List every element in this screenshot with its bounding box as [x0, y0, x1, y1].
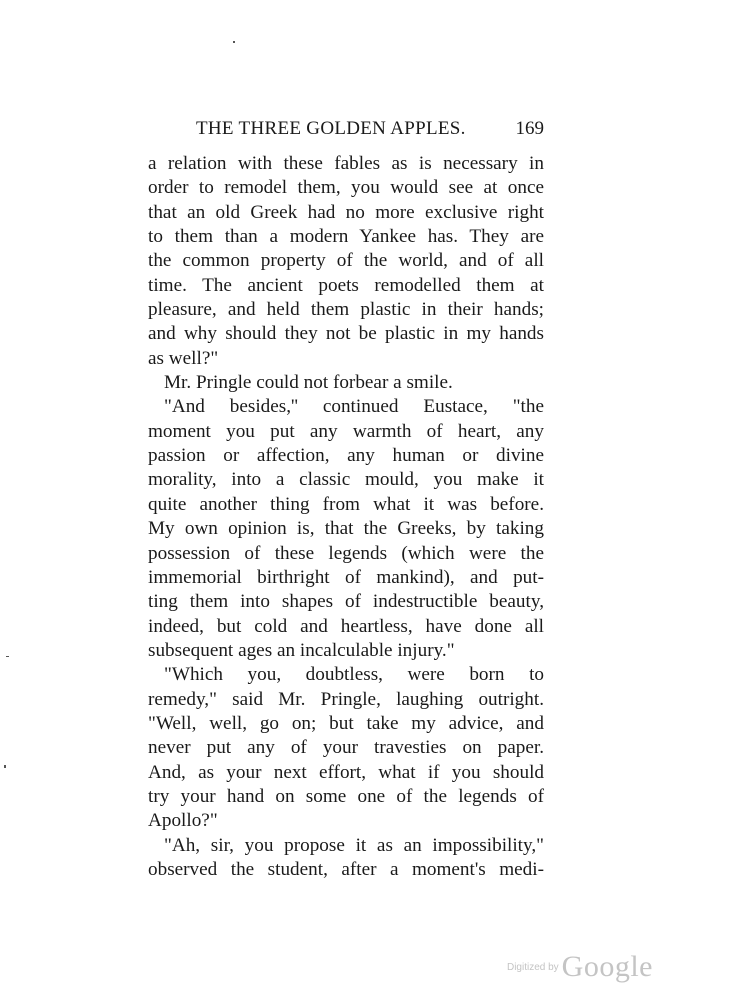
page-number: 169	[515, 118, 544, 139]
text-line: time. The ancient poets remodelled them at	[148, 274, 544, 296]
watermark-prefix: Digitized by	[506, 961, 559, 973]
text-line: that an old Greek had no more exclusive right	[148, 201, 544, 223]
text-line: order to remodel them, you would see at once	[148, 177, 544, 199]
text-line: My own opinion is, that the Greeks, by taking	[148, 518, 544, 540]
text-line: "And besides,'' continued Eustace, "the	[164, 396, 544, 418]
text-line: observed the student, after a moment's medi-	[148, 858, 544, 880]
text-line: pleasure, and held them plastic in their hands;	[148, 299, 544, 321]
page-header	[178, 118, 544, 144]
text-line: subsequent ages an incalculable injury."	[148, 639, 455, 661]
body-text	[148, 152, 544, 882]
scan-speck	[6, 656, 9, 657]
text-line: and why should they not be plastic in my hands	[148, 323, 544, 345]
text-line: Apollo?"	[148, 810, 218, 832]
text-line: quite another thing from what it was before.	[148, 493, 544, 515]
text-line: ting them into shapes of indestructible beauty,	[148, 591, 544, 613]
text-line: moment you put any warmth of heart, any	[148, 420, 544, 442]
text-line: to them than a modern Yankee has. They are	[148, 226, 544, 248]
text-line: "Ah, sir, you propose it as an impossibility,"	[164, 834, 544, 856]
text-line: try your hand on some one of the legends of	[148, 785, 544, 807]
text-line: passion or affection, any human or divine	[148, 445, 544, 467]
text-line: as well?"	[148, 347, 219, 369]
running-title: THE THREE GOLDEN APPLES.	[196, 118, 466, 139]
text-line: never put any of your travesties on paper.	[148, 737, 544, 759]
text-line: morality, into a classic mould, you make it	[148, 469, 544, 491]
text-line: "Well, well, go on; but take my advice, and	[148, 712, 544, 734]
text-line: And, as your next effort, what if you should	[148, 761, 544, 783]
text-line: indeed, but cold and heartless, have done all	[148, 615, 544, 637]
text-line: a relation with these fables as is necessary in	[148, 153, 544, 174]
scan-speck	[233, 41, 235, 43]
digitized-watermark	[507, 950, 653, 984]
text-line: immemorial birthright of mankind), and put-	[148, 566, 544, 588]
scan-speck	[4, 765, 6, 768]
text-line: "Which you, doubtless, were born to	[164, 664, 544, 686]
text-line: the common property of the world, and of all	[148, 250, 544, 272]
text-line: Mr. Pringle could not forbear a smile.	[164, 372, 453, 394]
text-line: possession of these legends (which were the	[148, 542, 544, 564]
watermark-brand: Google	[561, 950, 653, 983]
text-line: remedy," said Mr. Pringle, laughing outright.	[148, 688, 544, 710]
